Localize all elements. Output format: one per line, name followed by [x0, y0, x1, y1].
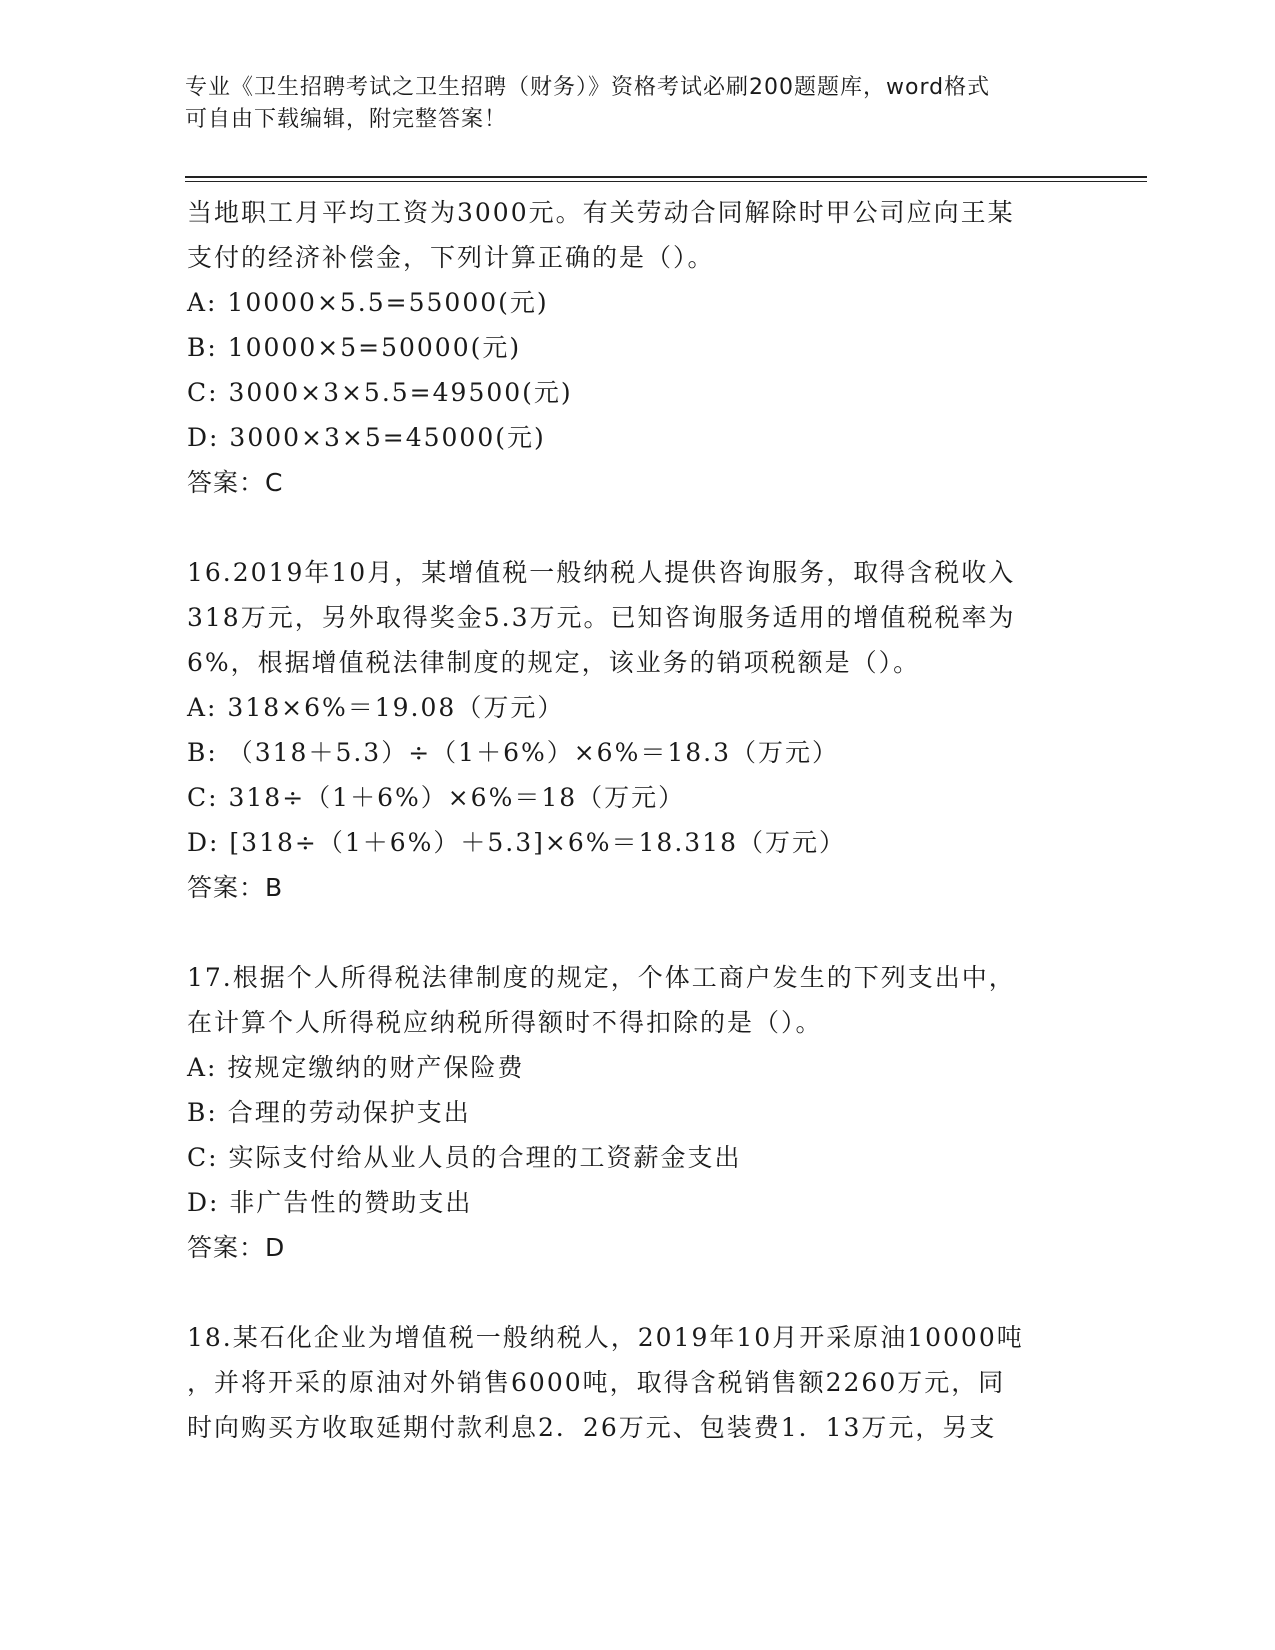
answer-label: 答案：B	[187, 873, 284, 902]
question-18	[187, 1315, 1087, 1450]
question-stem-line: 支付的经济补偿金，下列计算正确的是（）。	[187, 243, 715, 272]
option-c: C: 3000×3×5.5=49500(元)	[187, 378, 573, 407]
question-stem-line: ，并将开采的原油对外销售6000吨，取得含税销售额2260万元，同	[187, 1368, 1006, 1397]
question-stem-line: 16.2019年10月，某增值税一般纳税人提供咨询服务，取得含税收入	[187, 558, 1016, 587]
option-c: C: 实际支付给从业人员的合理的工资薪金支出	[187, 1143, 742, 1172]
question-17	[187, 955, 1087, 1270]
option-b: B: 10000×5=50000(元)	[187, 333, 522, 362]
header-rule-thin	[185, 181, 1147, 182]
option-b: B: （318＋5.3）÷（1＋6%）×6%＝18.3（万元）	[187, 738, 840, 767]
question-stem-line: 318万元，另外取得奖金5.3万元。已知咨询服务适用的增值税税率为	[187, 603, 1016, 632]
header-rule-thick	[185, 176, 1147, 178]
question-stem-line: 18.某石化企业为增值税一般纳税人，2019年10月开采原油10000吨	[187, 1323, 1024, 1352]
question-gap	[187, 505, 1087, 550]
option-d: D: 3000×3×5=45000(元)	[187, 423, 546, 452]
option-a: A: 318×6%＝19.08（万元）	[187, 693, 565, 722]
question-15	[187, 190, 1087, 505]
answer-label: 答案：C	[187, 468, 284, 497]
option-b: B: 合理的劳动保护支出	[187, 1098, 471, 1127]
option-d: D: [318÷（1＋6%）＋5.3]×6%＝18.318（万元）	[187, 828, 846, 857]
answer-label: 答案：D	[187, 1233, 286, 1262]
question-stem-line: 6%，根据增值税法律制度的规定，该业务的销项税额是（）。	[187, 648, 921, 677]
document-body	[187, 190, 1087, 1450]
document-header	[185, 72, 1085, 136]
question-stem-line: 在计算个人所得税应纳税所得额时不得扣除的是（）。	[187, 1008, 823, 1037]
question-gap	[187, 1270, 1087, 1315]
option-a: A: 10000×5.5=55000(元)	[187, 288, 549, 317]
option-c: C: 318÷（1＋6%）×6%＝18（万元）	[187, 783, 686, 812]
question-gap	[187, 910, 1087, 955]
header-line-1: 专业《卫生招聘考试之卫生招聘（财务）》资格考试必刷200题题库，word格式	[185, 75, 991, 100]
option-a: A: 按规定缴纳的财产保险费	[187, 1053, 525, 1082]
question-stem-line: 17.根据个人所得税法律制度的规定，个体工商户发生的下列支出中，	[187, 963, 1016, 992]
question-stem-line: 当地职工月平均工资为3000元。有关劳动合同解除时甲公司应向王某	[187, 198, 1015, 227]
option-d: D: 非广告性的赞助支出	[187, 1188, 473, 1217]
question-stem-line: 时向购买方收取延期付款利息2．26万元、包装费1．13万元，另支	[187, 1413, 997, 1442]
question-16	[187, 550, 1087, 910]
header-line-2: 可自由下载编辑，附完整答案！	[185, 107, 508, 132]
